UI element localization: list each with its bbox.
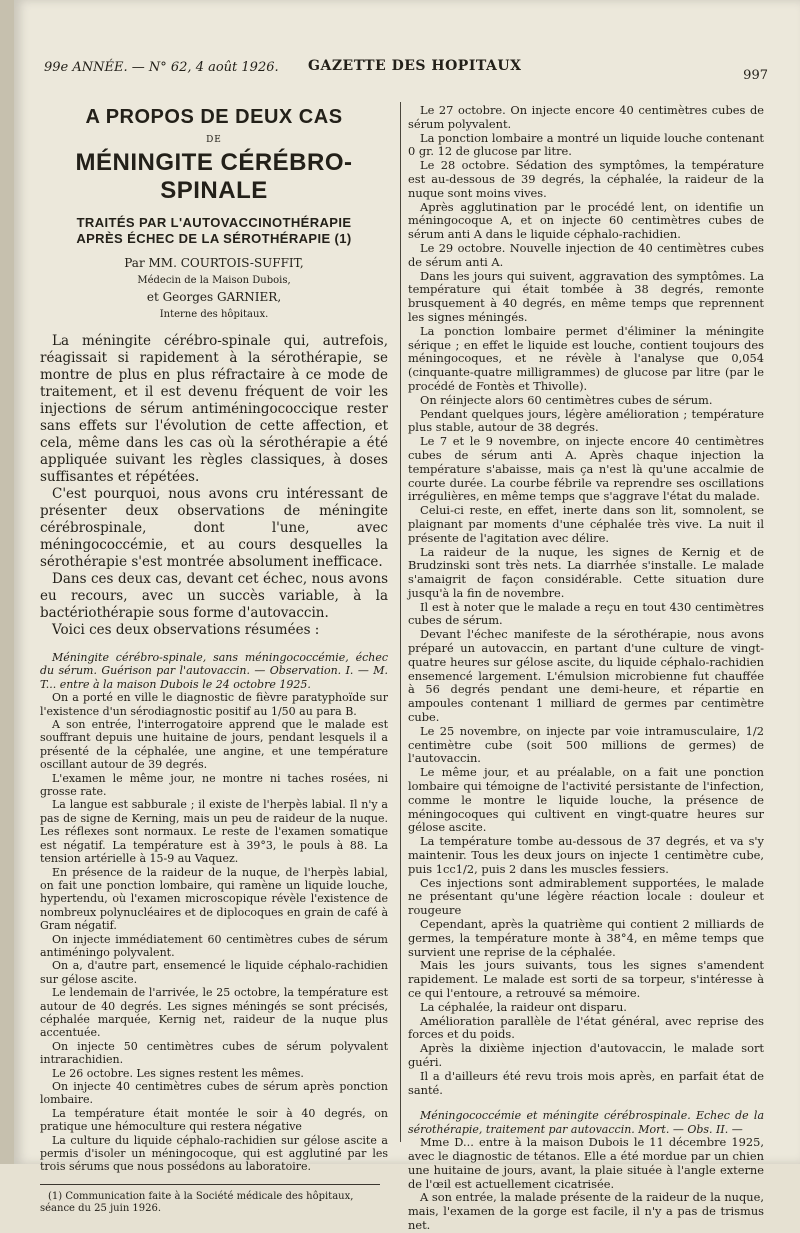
left-column (40, 104, 388, 1216)
running-header (44, 54, 774, 84)
right-paragraph: Devant l'échec manifeste de la sérothérapie, nous avons préparé un autovaccin, en partant d'une culture de vingt-quatre heures sur gélose ascite, du liquide céphalo-rachidien ensemencé largement. L'émulsion microbienne fut chauffée à 56 degrés pendant une demi-heure, et répartie en ampoules contenant 1 milliard de germes par centimètre cube. (408, 627, 764, 725)
journal-page (14, 0, 800, 1232)
right-paragraph: Le 28 octobre. Sédation des symptômes, la température est au-dessous de 39 degrés, la céphalée, la raideur de la nuque sont moins vives. (408, 158, 764, 200)
obs1-paragraph: En présence de la raideur de la nuque, de l'herpès labial, on fait une ponction lombaire, qui ramène un liquide louche, hypertendu, où l'examen microscopique révèle l'existence de nombreux polynucléaires et de diplocoques en grain de café à Gram négatif. (40, 865, 388, 933)
right-paragraph: Dans les jours qui suivent, aggravation des symptômes. La température qui était tombée à 38 degrés, remonte brusquement à 40 degrés, en même temps que reprennent les signes méningés. (408, 268, 764, 324)
right-paragraph: On réinjecte alors 60 centimètres cubes de sérum. (420, 392, 713, 407)
column-divider (400, 102, 401, 1142)
obs2-paragraph: A son entrée, la malade présente de la raideur de la nuque, mais, l'examen de la gorge est facile, il n'y a pas de trismus net. (408, 1190, 764, 1232)
obs1-paragraph: L'examen le même jour, ne montre ni taches rosées, ni grosse rate. (40, 771, 388, 799)
article-title-de: DE (206, 135, 222, 145)
article-title-line1: A PROPOS DE DEUX CAS (85, 106, 343, 128)
obs1-paragraph: On injecte 50 centimètres cubes de sérum polyvalent intrarachidien. (40, 1039, 388, 1067)
right-column (408, 104, 764, 1233)
obs1-paragraph: A son entrée, l'interrogatoire apprend que le malade est souffrant depuis une huitaine de jours, pendant lesquels il a présenté de la céphalée, une angine, et une température oscillant autour de 39 degrés. (40, 718, 388, 772)
obs1-paragraph: La température était montée le soir à 40 degrés, on pratique une hémoculture qui restera négative (40, 1106, 388, 1134)
author2-name: et Georges GARNIER, (146, 290, 282, 304)
right-paragraph: Ces injections sont admirablement supportées, le malade ne présentant qu'une légère réaction locale : douleur et rougeure (408, 875, 764, 918)
observation2-title: Méningococcémie et méningite cérébrospinale. Echec de la sérothérapie, traitement par autovaccin. Mort. — Obs. II. — (408, 1109, 764, 1136)
author1-name: Par MM. COURTOIS-SUFFIT, (124, 256, 304, 270)
right-paragraph: Le même jour, et au préalable, on a fait une ponction lombaire qui témoigne de l'activité persistante de l'infection, comme le montre le liquide louche, la présence de méningocoques qui cultivent en vingt-quatre heures sur gélose ascite. (408, 765, 764, 835)
subtitle-line2: APRÈS ÉCHEC DE LA SÉROTHÉRAPIE (1) (76, 231, 352, 246)
obs2-intro: Mme D... entre à la maison Dubois le 11 décembre 1925, avec le diagnostic de tétanos. Elle a été mordue par un chien une huitaine de jours, avant, la plaie située à l'angle externe de l'œil est actuellement cicatrisée. (408, 1135, 764, 1191)
page-number: 997 (743, 68, 768, 83)
lead-paragraph: C'est pourquoi, nous avons cru intéressant de présenter deux observations de méningite cérébrospinale, dont l'une, avec méningococcémie, et au cours desquelles la sérothérapie s'est montrée absolument inefficace. (40, 486, 388, 570)
obs1-paragraph: La langue est sabburale ; il existe de l'herpès labial. Il n'y a pas de signe de Kerning, mais un peu de raideur de la nuque. Les réflexes sont normaux. Le reste de l'examen somatique est négatif. La température est à 39°3, le pouls à 88. La tension artérielle à 15-9 au Vaquez. (40, 798, 388, 866)
binding-spine (0, 0, 14, 1164)
author-block (40, 255, 388, 323)
obs1-paragraph: On injecte immédiatement 60 centimètres cubes de sérum antiméningo polyvalent. (40, 932, 388, 959)
lead-paragraph: La méningite cérébro-spinale qui, autrefois, réagissait si rapidement à la sérothérapie, se montre de plus en plus réfractaire à ce mode de traitement, et il est devenu fréquent de voir les injections de sérum antiméningococcique rester sans effets sur l'évolution de cette affection, et cela, même dans les cas où la sérothérapie a été appliquée suivant les règles classiques, à doses suffisantes et répétées. (40, 333, 388, 485)
article-subtitle (40, 215, 388, 247)
obs1-paragraph: On a, d'autre part, ensemencé le liquide céphalo-rachidien sur gélose ascite. (40, 959, 388, 986)
lead-paragraph: Dans ces deux cas, devant cet échec, nous avons eu recours, avec un succès variable, à la bactériothérapie sous forme d'autovaccin. (40, 571, 388, 621)
issue-info: 99e ANNÉE. — N° 62, 4 août 1926. (44, 60, 279, 75)
subtitle-line1: TRAITÉS PAR L'AUTOVACCINOTHÉRAPIE (76, 215, 352, 230)
right-paragraph: Il a d'ailleurs été revu trois mois après, en parfait état de santé. (408, 1068, 764, 1097)
right-paragraph: Celui-ci reste, en effet, inerte dans son lit, somnolent, se plaignant par moments d'une céphalée très vive. La nuit il présente de l'agitation avec délire. (408, 503, 764, 545)
right-paragraph: La ponction lombaire permet d'éliminer la méningite sérique ; en effet le liquide est louche, contient toujours des méningocoques, et ne révèle à l'analyse que 0,054 (cinquante-quatre milligrammes) de glucose par litre (par le procédé de Fontès et Thivolle). (408, 323, 764, 393)
right-paragraph: Le 29 octobre. Nouvelle injection de 40 centimètres cubes de sérum anti A. (408, 240, 764, 269)
right-paragraph: Après la dixième injection d'autovaccin, le malade sort guéri. (408, 1041, 764, 1069)
right-paragraph: La raideur de la nuque, les signes de Kernig et de Brudzinski sont très nets. La diarrhée s'installe. Le malade s'amaigrit de façon considérable. Cette situation dure jusqu'à la fin de novembre. (408, 544, 764, 600)
right-paragraph: Il est à noter que le malade a reçu en tout 430 centimètres cubes de sérum. (408, 599, 764, 628)
right-paragraph: Le 27 octobre. On injecte encore 40 centimètres cubes de sérum polyvalent. (408, 103, 764, 131)
obs1-paragraph: La culture du liquide céphalo-rachidien sur gélose ascite a permis d'isoler un méningocoque, qui est agglutiné par les trois sérums que nous possédons au laboratoire. (40, 1133, 388, 1174)
journal-title: GAZETTE DES HOPITAUX (308, 58, 522, 74)
right-paragraph: La température tombe au-dessous de 37 degrés, et va s'y maintenir. Tous les deux jours on injecte 1 centimètre cube, puis 1cc1/2, puis 2 dans les muscles fessiers. (408, 834, 764, 876)
right-paragraph: La céphalée, la raideur ont disparu. (420, 999, 627, 1014)
right-paragraph: Mais les jours suivants, tous les signes s'amendent rapidement. Le malade est sorti de sa torpeur, s'intéresse à ce qui l'entoure, a retrouvé sa mémoire. (408, 958, 764, 1000)
right-paragraph: Le 25 novembre, on injecte par voie intramusculaire, 1/2 centimètre cube (soit 500 millions de germes) de l'autovaccin. (408, 723, 764, 766)
obs1-paragraph: On injecte 40 centimètres cubes de sérum après ponction lombaire. (40, 1080, 388, 1107)
observation1-title: Méningite cérébro-spinale, sans méningococcémie, échec du sérum. Guérison par l'autovaccin. — Observation. I. — M. T... entre à la maison Dubois le 24 octobre 1925. (40, 651, 388, 691)
right-paragraph: Pendant quelques jours, légère amélioration ; température plus stable, autour de 38 degrés. (408, 406, 764, 435)
obs1-paragraph: Le lendemain de l'arrivée, le 25 octobre, la température est autour de 40 degrés. Les signes méningés se sont précisés, céphalée marquée, Kernig net, raideur de la nuque plus accentuée. (40, 986, 388, 1040)
article-title-main: MÉNINGITE CÉRÉBRO-SPINALE (75, 149, 353, 204)
right-paragraph: Cependant, après la quatrième qui contient 2 milliards de germes, la température monte à 38°4, en même temps que survient une reprise de la céphalée. (408, 917, 764, 959)
lead-paragraph: Voici ces deux observations résumées : (52, 622, 320, 638)
author2-institution: Interne des hôpitaux. (159, 309, 269, 320)
right-paragraph: Amélioration parallèle de l'état général, avec reprise des forces et du poids. (408, 1013, 764, 1042)
footnote: (1) Communication faite à la Société médicale des hôpitaux, séance du 25 juin 1926. (40, 1190, 354, 1215)
author1-institution: Médecin de la Maison Dubois, (137, 275, 291, 286)
obs1-paragraph: On a porté en ville le diagnostic de fièvre paratyphoïde sur l'existence d'un sérodiagnostic positif au 1/50 au para B. (40, 691, 388, 718)
right-paragraph: La ponction lombaire a montré un liquide louche contenant 0 gr. 12 de glucose par litre. (408, 130, 764, 159)
footnote-rule (40, 1184, 380, 1185)
right-paragraph: Le 7 et le 9 novembre, on injecte encore 40 centimètres cubes de sérum anti A. Après chaque injection la température s'abaisse, mais ça n'est là qu'une accalmie de courte durée. La courbe fébrile va reprendre ses oscillations irrégulières, en même temps que s'aggrave l'état du malade. (408, 434, 764, 504)
right-paragraph: Après agglutination par le procédé lent, on identifie un méningocoque A, et on injecte 60 centimètres cubes de sérum anti A dans le liquide céphalo-rachidien. (408, 199, 764, 242)
obs1-paragraph: Le 26 octobre. Les signes restent les mêmes. (52, 1066, 304, 1080)
